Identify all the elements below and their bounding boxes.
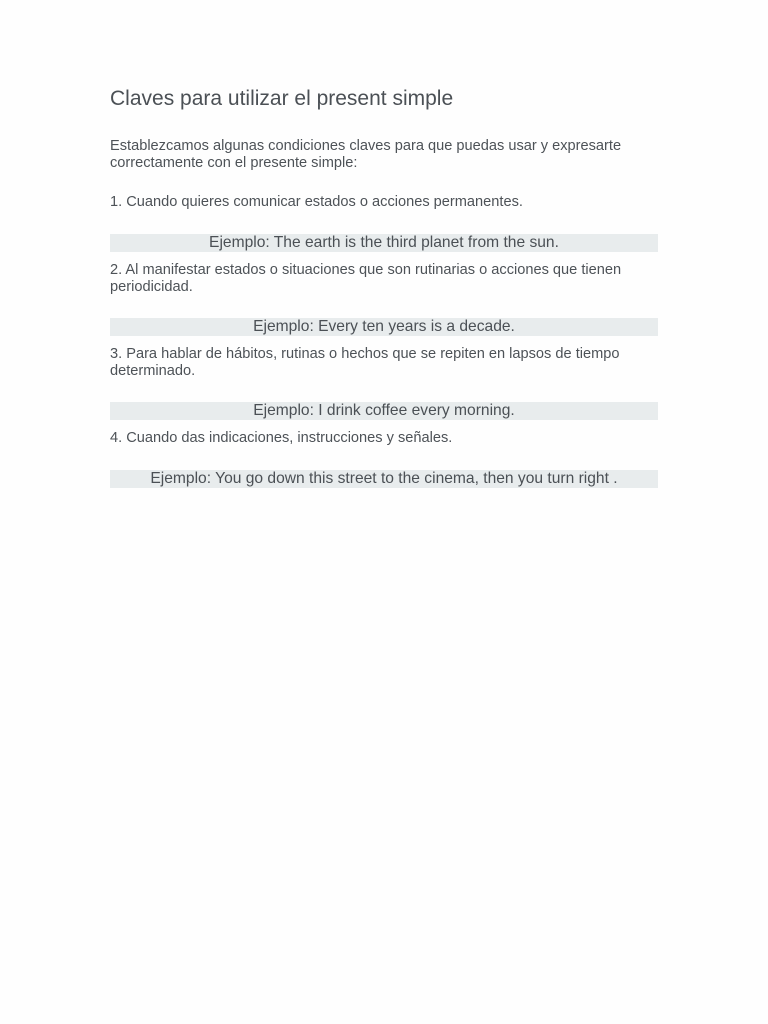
intro-paragraph: Establezcamos algunas condiciones claves para que puedas usar y expresarte correctamente con el presente simple: xyxy=(110,138,622,171)
item-1-example: Ejemplo: The earth is the third planet from the sun. xyxy=(110,234,658,252)
item-4-text: 4. Cuando das indicaciones, instrucciones y señales. xyxy=(110,430,453,446)
item-4-example: Ejemplo: You go down this street to the cinema, then you turn right . xyxy=(110,470,658,488)
page-title: Claves para utilizar el present simple xyxy=(110,87,454,110)
item-2-text: 2. Al manifestar estados o situaciones que son rutinarias o acciones que tienen periodicidad. xyxy=(110,262,622,295)
item-3-text: 3. Para hablar de hábitos, rutinas o hechos que se repiten en lapsos de tiempo determinado. xyxy=(110,346,620,379)
item-3-example: Ejemplo: I drink coffee every morning. xyxy=(110,402,658,420)
item-1-text: 1. Cuando quieres comunicar estados o acciones permanentes. xyxy=(110,194,523,210)
item-2-example: Ejemplo: Every ten years is a decade. xyxy=(110,318,658,336)
